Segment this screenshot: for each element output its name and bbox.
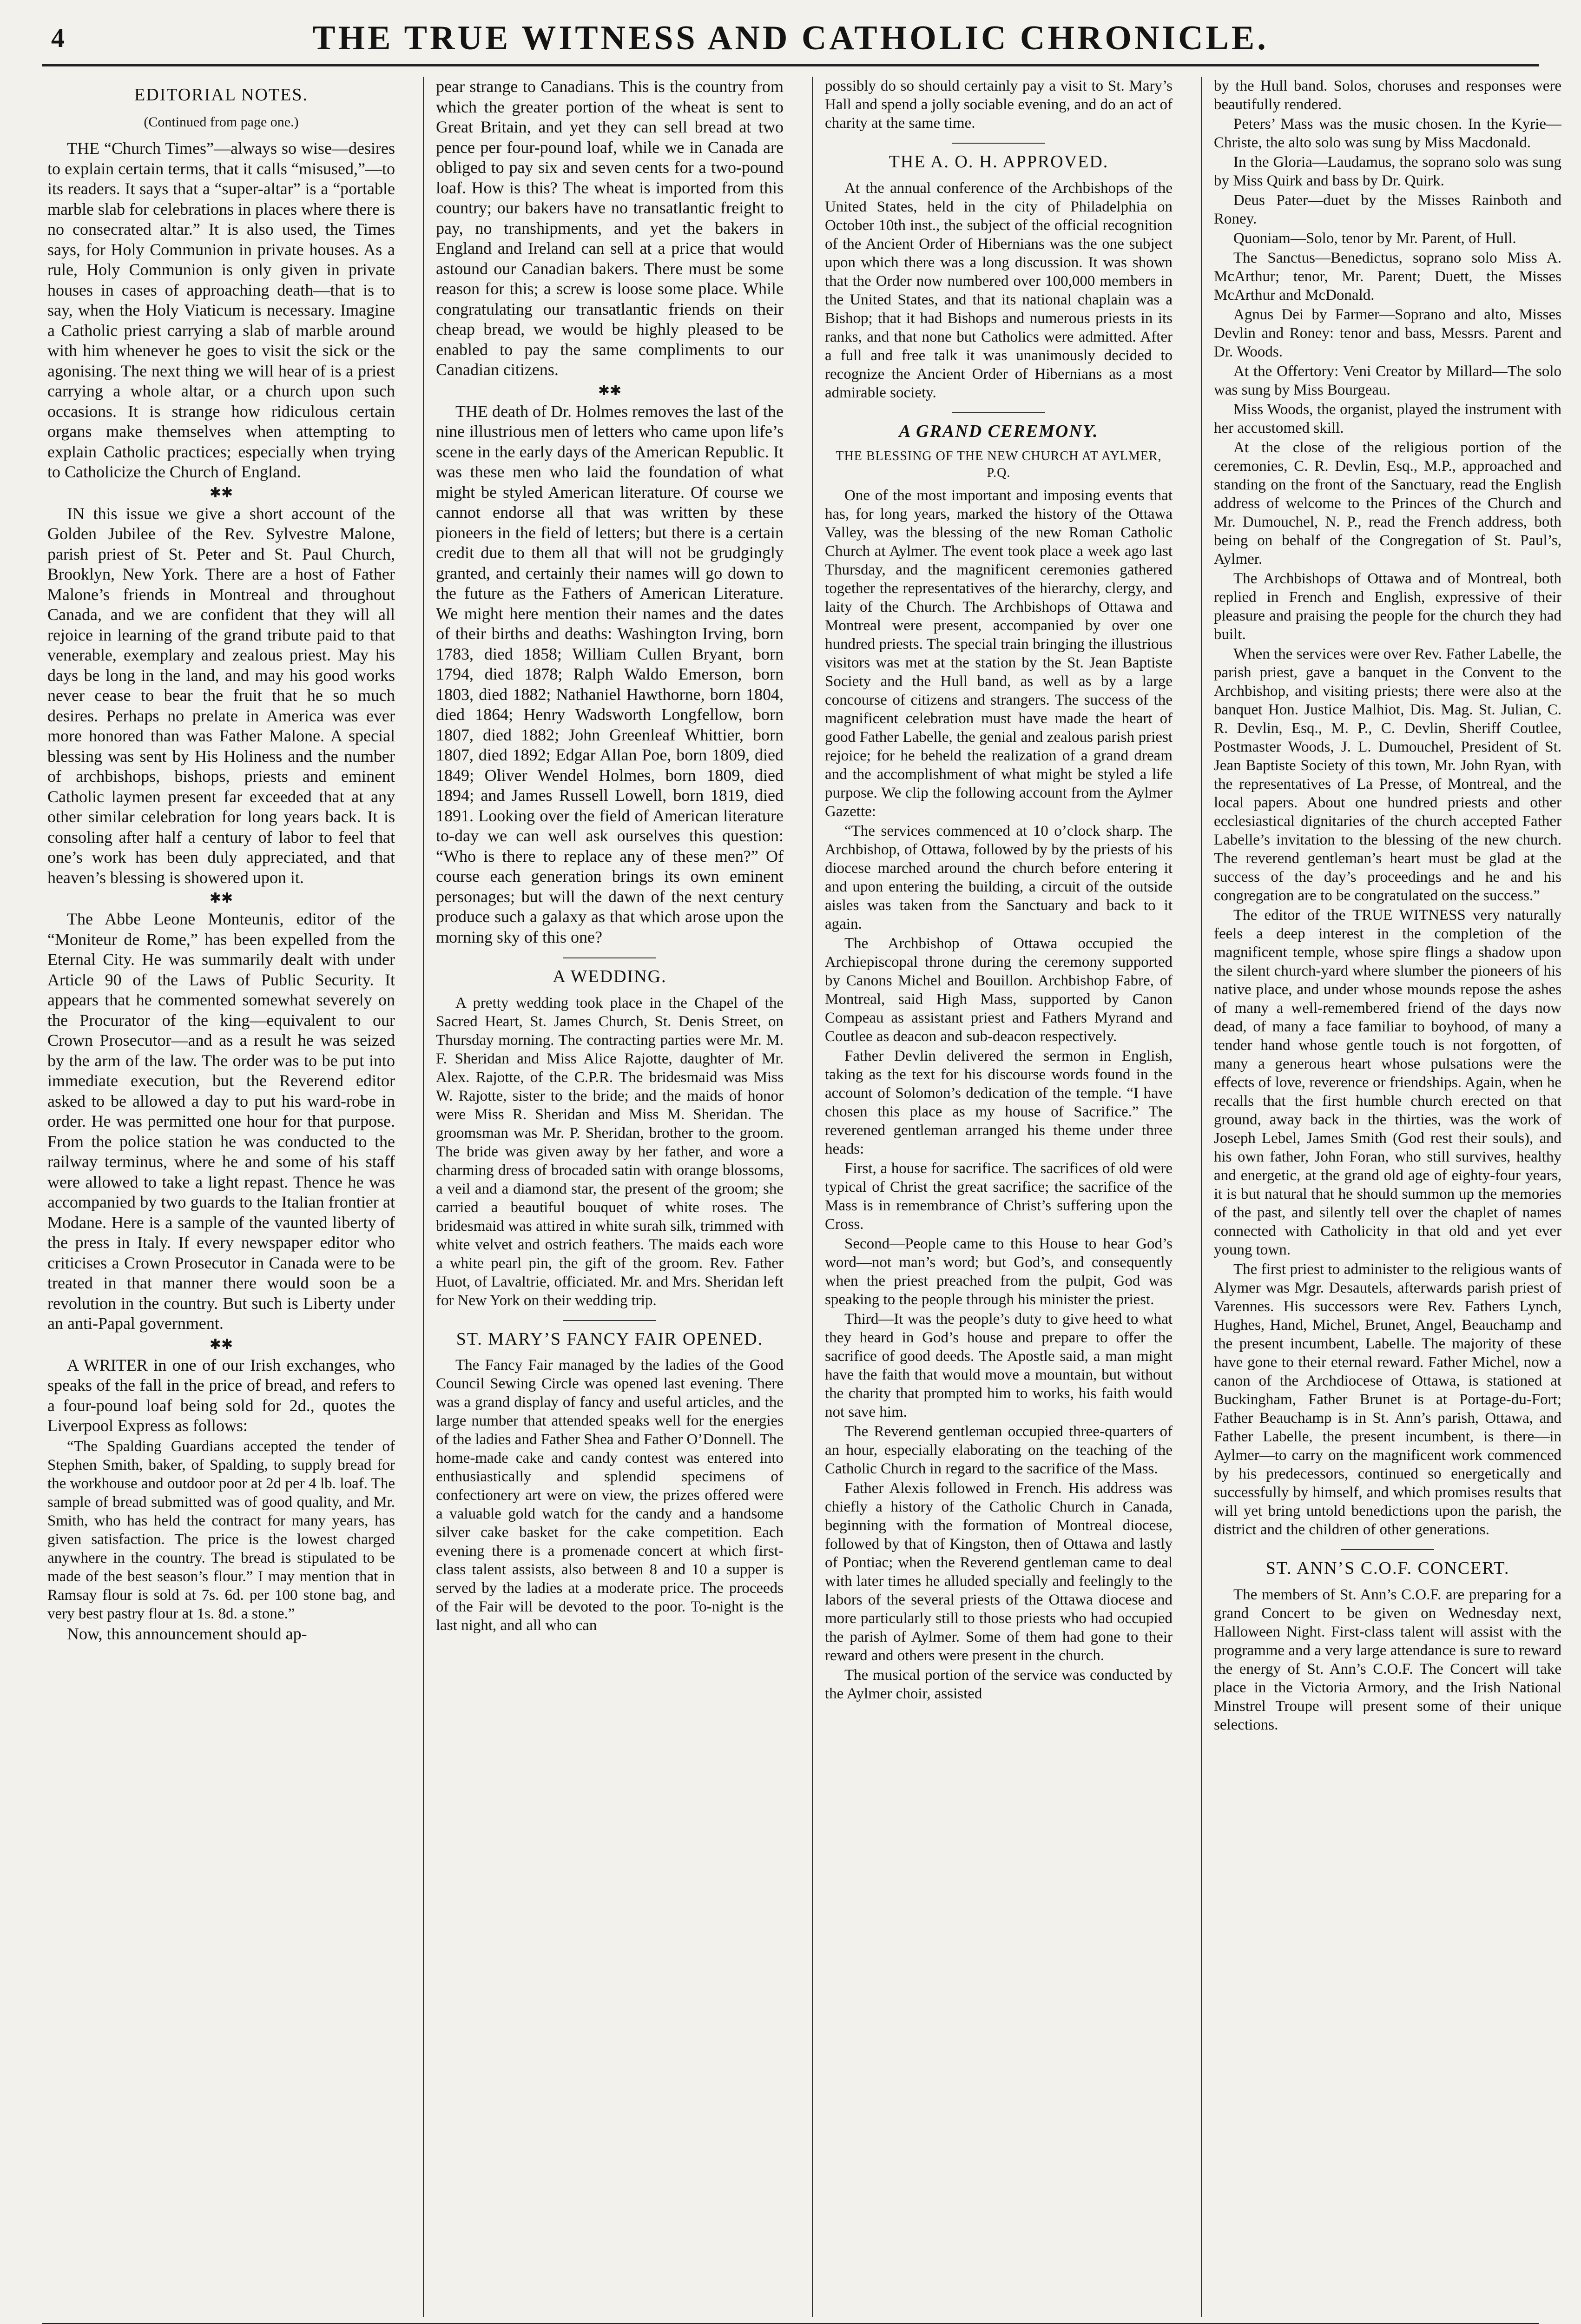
column-1	[47, 77, 395, 2317]
article-paragraph: The Archbishop of Ottawa occupied the Archiepiscopal throne during the ceremony supported by Canons Michel and Bouillon. Archbishop Fabre, of Montreal, said High Mass, supported by Canon Compeau as assistant priest and Fathers Myrand and Coutlee as deacon and sub-deacon respectively.	[825, 935, 1173, 1045]
article-paragraph: Miss Woods, the organist, played the instrument with her accustomed skill.	[1214, 401, 1561, 436]
article-paragraph: At the Offertory: Veni Creator by Millard—The solo was sung by Miss Bourgeau.	[1214, 363, 1561, 398]
article-paragraph: Deus Pater—duet by the Misses Rainboth and Roney.	[1214, 192, 1561, 227]
article-paragraph: Quoniam—Solo, tenor by Mr. Parent, of Hull.	[1233, 230, 1516, 247]
article-paragraph: Second—People came to this House to hear God’s word—not man’s word; but God’s, and consequently when the priest preached from the pulpit, God was speaking to the people through his minister the priest.	[825, 1235, 1173, 1308]
section-separator: ✱✱	[209, 1336, 233, 1352]
article-paragraph: pear strange to Canadians. This is the country from which the greater portion of the wheat is sent to Great Britain, and yet they can sell bread at two pence per four-pound loaf, while we in Canada are obliged to pay six and seven cents for a two-pound loaf. How is this? The wheat is imported from this country; our bakers have no transatlantic freight to pay, no transhipments, and yet the bakers in England and Ireland can sell at a price that would astound our Canadian bakers. There must be some reason for this; a screw is loose some place. While congratulating our transatlantic friends on their cheap bread, we would be highly pleased to be enabled to pay the same compliments to our Canadian citizens.	[436, 77, 784, 379]
article-paragraph: THE “Church Times”—always so wise—desires to explain certain terms, that it calls “misused,”—to its readers. It says that a “super-altar” is a “portable marble slab for celebrations in places where there is no consecrated altar.” It is also used, the Times says, for Holy Communion in private houses. As a rule, Holy Communion is only given in private houses in cases of approaching death—that is to say, when the Holy Viaticum is necessary. Imagine a Catholic priest carrying a slab of marble around with him whenever he goes to visit the sick or the agonising. The next thing we will hear of is a priest carrying a whole altar, or a church upon such occasions. It is strange how ridiculous certain organs make themselves when attempting to explain Catholic practices; especially when trying to Catholicize the Church of England.	[47, 139, 395, 481]
article-paragraph: The Abbe Leone Monteunis, editor of the “Moniteur de Rome,” has been expelled from the Eternal City. He was summarily dealt with under Article 90 of the Laws of Public Security. It appears that he commented somewhat severely on the Procurator of the king—equivalent to our Crown Prosecutor—and as a result he was seized by the arm of the law. The order was to be put into immediate execution, but the Reverend editor asked to be allowed a day to put his ward-robe in order. He was permitted one hour for that purpose. From the police station he was conducted to the railway terminus, where he and some of his staff were allowed to take a light repast. Thence he was accompanied by two guards to the Italian frontier at Modane. Here is a sample of the vaunted liberty of the press in Italy. If every newspaper editor who criticises a Crown Prosecutor in Canada were to be treated in that manner there would soon be a revolution in the country. But such is Liberty under an anti-Papal government.	[47, 910, 395, 1333]
article-paragraph: The Fancy Fair managed by the ladies of the Good Council Sewing Circle was opened last evening. There was a grand display of fancy and useful articles, and the large number that attended speaks well for the energies of the ladies and Father Shea and Father O’Donnell. The home-made cake and candy contest was entered into enthusiastically and splendid specimens of confectionery art were on view, the prizes offered were a valuable gold watch for the candy and a handsome silver cake basket for the cake competition. Each evening there is a promenade concert at which first-class talent assists, also between 8 and 10 a supper is served by the ladies at a moderate price. The proceeds of the Fair will be devoted to the poor. To-night is the last night, and all who can	[436, 1357, 784, 1634]
article-paragraph: Peters’ Mass was the music chosen. In the Kyrie—Christe, the alto solo was sung by Miss Macdonald.	[1214, 116, 1561, 151]
article-paragraph: First, a house for sacrifice. The sacrifices of old were typical of Christ the great sacrifice; the sacrifice of the Mass is in remembrance of Christ’s suffering upon the Cross.	[825, 1160, 1173, 1233]
column-3	[825, 77, 1173, 2317]
article-paragraph: The members of St. Ann’s C.O.F. are preparing for a grand Concert to be given on Wednesday next, Halloween Night. First-class talent will assist with the programme and a very large attendance is sure to reward the energy of St. Ann’s C.O.F. The Concert will take place in the Victoria Armory, and the Irish National Minstrel Troupe will present some of their unique selections.	[1214, 1586, 1561, 1733]
article-paragraph: A WRITER in one of our Irish exchanges, who speaks of the fall in the price of bread, and refers to a four-pound loaf being sold for 2d., quotes the Liverpool Express as follows:	[47, 1355, 395, 1435]
article-paragraph: Agnus Dei by Farmer—Soprano and alto, Misses Devlin and Roney: tenor and bass, Messrs. Parent and Dr. Woods.	[1214, 306, 1561, 360]
article-paragraph: The editor of the TRUE WITNESS very naturally feels a deep interest in the completion of the magnificent temple, whose spire flings a shadow upon the silent church-yard where slumber the pioneers of his native place, and under whose mounds repose the ashes of many a well-remembered friend of the days now dead, of many a face familiar to boyhood, of many a tender hand whose gentle touch is not forgotten, of many a generous heart whose pulsations were the effects of love, reverence or friendships. Again, when he recalls that the first humble church erected on that ground, away back in the thirties, was the work of Joseph Lebel, James Smith (God rest their souls), and his own father, John Foran, who still survives, healthy and energetic, at the grand old age of eighty-four years, it is but natural that he should summon up the memories of the past, and silently tell over the chaplet of names connected with Catholicity in that old and yet ever young town.	[1214, 907, 1561, 1258]
article-paragraph: Father Devlin delivered the sermon in English, taking as the text for his discourse words found in the account of Solomon’s dedication of the temple. “I have chosen this place as my house of Sacrifice.” The reverened gentleman arranged his theme under three heads:	[825, 1048, 1173, 1157]
article-paragraph: Third—It was the people’s duty to give heed to what they heard in God’s house and prepare to offer the sacrifice of good deeds. The Apostle said, a man might have the faith that would move a mountain, but without the charity that prompted him to works, his faith would not save him.	[825, 1311, 1173, 1420]
article-paragraph: In the Gloria—Laudamus, the soprano solo was sung by Miss Quirk and bass by Dr. Quirk.	[1214, 154, 1561, 189]
section-separator: ✱✱	[209, 891, 233, 906]
editorial-notes-heading: EDITORIAL NOTES.	[134, 85, 308, 105]
article-paragraph: The musical portion of the service was conducted by the Aylmer choir, assisted	[825, 1667, 1173, 1702]
article-paragraph: At the annual conference of the Archbishops of the United States, held in the city of Philadelphia on October 10th inst., the subject of the official recognition of the Ancient Order of Hibernians was the one subject upon which there was a long discussion. It was shown that the Order now numbered over 100,000 members in the United States, and that its national chaplain was a Bishop; that it had Bishops and numerous priests in its ranks, and that none but Catholics were admitted. After a full and free talk it was unanimously decided to recognize the Ancient Order of Hibernians as a most admirable society.	[825, 179, 1173, 401]
article-paragraph: The first priest to administer to the religious wants of Alymer was Mgr. Desautels, afterwards parish priest of Varennes. His successors were Rev. Fathers Lynch, Hughes, Hand, Michel, Brunet, Angel, Beauchamp and the present incumbent, Labelle. The majority of these have gone to their eternal reward. Father Michel, now a canon of the Archdiocese of Ottawa, is stationed at Buckingham, Father Brunet is at Portage-du-Fort; Father Beauchamp is in St. Ann’s parish, Ottawa, and Father Labelle, the present incumbent, is there—in Aylmer—to carry on the magnificent work commenced by his predecessors, continued so energetically and successfully by himself, and which promises results that will yet bring untold benedictions upon the parish, the district and the children of other generations.	[1214, 1261, 1561, 1538]
article-rule	[952, 412, 1045, 413]
fancy-fair-heading: ST. MARY’S FANCY FAIR OPENED.	[456, 1329, 764, 1349]
column-divider	[423, 77, 424, 2317]
wedding-heading: A WEDDING.	[553, 967, 667, 986]
article-rule	[952, 143, 1045, 144]
article-paragraph: When the services were over Rev. Father Labelle, the parish priest, gave a banquet in the Convent to the Archbishop, and visiting priests; there were also at the banquet Hon. Justice Malhiot, Dis. Mag. St. Julian, C. R. Devlin, Esq., M. P., C. Devlin, Sheriff Coutlee, Postmaster Woods, J. L. Dumouchel, President of St. Jean Baptiste Society of this town, Mr. John Ryan, with the representatives of La Presse, of Montreal, and the local papers. About one hundred priests and other ecclesiastical dignitaries of the church accepted Father Labelle’s invitation to the blessing of the new church. The reverend gentleman’s heart must be glad at the success of the day’s proceedings and he and his congregation are to be congratulated on the success.”	[1214, 646, 1561, 904]
page-number: 4	[51, 23, 65, 53]
column-2	[436, 77, 784, 2317]
article-rule	[1341, 1549, 1434, 1550]
article-rule	[563, 957, 656, 958]
concert-heading: ST. ANN’S C.O.F. CONCERT.	[1265, 1558, 1510, 1578]
masthead-title: THE TRUE WITNESS AND CATHOLIC CHRONICLE.	[312, 19, 1269, 57]
article-paragraph: by the Hull band. Solos, choruses and responses were beautifully rendered.	[1214, 78, 1561, 113]
article-paragraph: Father Alexis followed in French. His address was chiefly a history of the Catholic Church in Canada, beginning with the formation of Montreal diocese, followed by that of Kingston, then of Ottawa and lastly of Pontiac; when the Reverend gentleman came to deal with later times he alluded specially and feelingly to the labors of the several priests of the Ottawa diocese and more particularly still to those priests who had occupied the parish of Aylmer. Some of them had gone to their reward and others were present in the church.	[825, 1480, 1173, 1664]
article-paragraph: The Sanctus—Benedictus, soprano solo Miss A. McArthur; tenor, Mr. Parent; Duett, the Misses McArthur and McDonald.	[1214, 250, 1561, 304]
article-paragraph: One of the most important and imposing events that has, for long years, marked the history of the Ottawa Valley, was the blessing of the new Roman Catholic Church at Aylmer. The event took place a week ago last Thursday, and the magnificent ceremonies gathered together the representatives of the hierarchy, clergy, and laity of the Church. The Archbishops of Ottawa and Montreal were present, accompanied by over one hundred priests. The special train bringing the illustrious visitors was met at the station by the St. Jean Baptiste Society and the Hull band, as well as by a large concourse of citizens and strangers. The success of the magnificent celebration must have made the heart of good Father Labelle, the genial and zealous parish priest rejoice; for he beheld the realization of a grand dream and the accomplishment of what might be styled a life purpose. We clip the following account from the Aylmer Gazette:	[825, 487, 1173, 820]
column-4	[1214, 77, 1561, 2317]
article-paragraph: “The services commenced at 10 o’clock sharp. The Archbishop, of Ottawa, followed by by the priests of his diocese marched around the church before entering it and upon entering the building, a circuit of the outside aisles was taken from the Sanctuary and back to it again.	[825, 823, 1173, 932]
continued-note: (Continued from page one.)	[144, 114, 299, 130]
article-paragraph: possibly do so should certainly pay a visit to St. Mary’s Hall and spend a jolly sociable evening, and do an act of charity at the same time.	[825, 78, 1173, 132]
quoted-text: “The Spalding Guardians accepted the tender of Stephen Smith, baker, of Spalding, to supply bread for the workhouse and outdoor poor at 2d per 4 lb. loaf. The sample of bread submitted was of good quality, and Mr. Smith, who has held the contract for many years, has given satisfaction. The price is the lowest charged anywhere in the country. The bread is stipulated to be made of the best season’s flour.” I may mention that in Ramsay flour is sold at 7s. 6d. per 100 stone bag, and very best pastry flour at 1s. 8d. a stone.”	[47, 1438, 395, 1622]
article-paragraph: IN this issue we give a short account of the Golden Jubilee of the Rev. Sylvestre Malone, parish priest of St. Peter and St. Paul Church, Brooklyn, New York. There are a host of Father Malone’s friends in Montreal and throughout Canada, and we are confident that they will all rejoice in learning of the grand tribute paid to that venerable, exemplary and zealous priest. May his days be long in the land, and may his good works never cease to bear the fruit that he so much desires. Perhaps no prelate in America was ever more honored than was Father Malone. A special blessing was sent by His Holiness and the number of archbishops, bishops, priests and eminent Catholic laymen present far exceeded that at any other similar celebration for long years back. It is consoling after half a century of labor to feel that one’s work has been duly appreciated, and that heaven’s blessing is showered upon it.	[47, 504, 395, 887]
article-paragraph: The Reverend gentleman occupied three-quarters of an hour, especially elaborating on the teaching of the Catholic Church in regard to the sacrifice of the Mass.	[825, 1423, 1173, 1477]
article-paragraph: A pretty wedding took place in the Chapel of the Sacred Heart, St. James Church, St. Denis Street, on Thursday morning. The contracting parties were Mr. M. F. Sheridan and Miss Alice Rajotte, daughter of Mr. Alex. Rajotte, of the C.P.R. The bridesmaid was Miss W. Rajotte, sister to the bride; and the maids of honor were Miss R. Sheridan and Miss M. Sheridan. The groomsman was Mr. P. Sheridan, brother to the groom. The bride was given away by her father, and wore a charming dress of brocaded satin with orange blossoms, a veil and a diamond star, the present of the groom; she carried a beautiful bouquet of white roses. The bridesmaid was attired in white surah silk, trimmed with white velvet and ostrich feathers. The maids each wore a white pearl pin, the gift of the groom. Rev. Father Huot, of Lavaltrie, officiated. Mr. and Mrs. Sheridan left for New York on their wedding trip.	[436, 994, 784, 1309]
article-paragraph: At the close of the religious portion of the ceremonies, C. R. Devlin, Esq., M.P., approached and standing on the front of the Sanctuary, read the English address of welcome to the Princes of the Church and Mr. Dumouchel, N. P., read the French address, both being on behalf of the Congregation of St. Paul’s, Aylmer.	[1214, 439, 1561, 568]
column-divider	[1201, 77, 1202, 2317]
article-paragraph: The Archbishops of Ottawa and of Montreal, both replied in French and English, expressive of their pleasure and praising the people for the church they had built.	[1214, 570, 1561, 643]
section-separator: ✱✱	[598, 383, 622, 398]
header-rule	[42, 64, 1539, 66]
article-paragraph: Now, this announcement should ap-	[67, 1624, 307, 1643]
article-rule	[563, 1320, 656, 1321]
column-divider	[812, 77, 813, 2317]
article-paragraph: THE death of Dr. Holmes removes the last of the nine illustrious men of letters who came upon life’s scene in the early days of the American Republic. It was these men who laid the foundation of what might be styled American literature. Of course we cannot endorse all that was written by these pioneers in the field of letters; but there is a certain credit due to them all that will not be grudgingly granted, and certainly their names will go down to the future as the Fathers of American Literature. We might here mention their names and the dates of their births and deaths: Washington Irving, born 1783, died 1858; William Cullen Bryant, born 1794, died 1878; Ralph Waldo Emerson, born 1803, died 1882; Nathaniel Hawthorne, born 1804, died 1864; Henry Wadsworth Longfellow, born 1807, died 1882; John Greenleaf Whittier, born 1807, died 1892; Edgar Allan Poe, born 1809, died 1849; Oliver Wendel Holmes, born 1809, died 1894; and James Russell Lowell, born 1819, died 1891. Looking over the field of American literature to-day we can well ask ourselves this question: “Who is there to replace any of these men?” Of course each generation brings its own eminent personages; but will the dawn of the next century produce such a galaxy as that which arose upon the morning sky of this one?	[436, 402, 784, 946]
grand-ceremony-heading: A GRAND CEREMONY.	[899, 421, 1099, 441]
grand-ceremony-subheading: THE BLESSING OF THE NEW CHURCH AT AYLMER, P.Q.	[836, 449, 1162, 480]
aoh-heading: THE A. O. H. APPROVED.	[889, 152, 1109, 172]
section-separator: ✱✱	[209, 485, 233, 501]
